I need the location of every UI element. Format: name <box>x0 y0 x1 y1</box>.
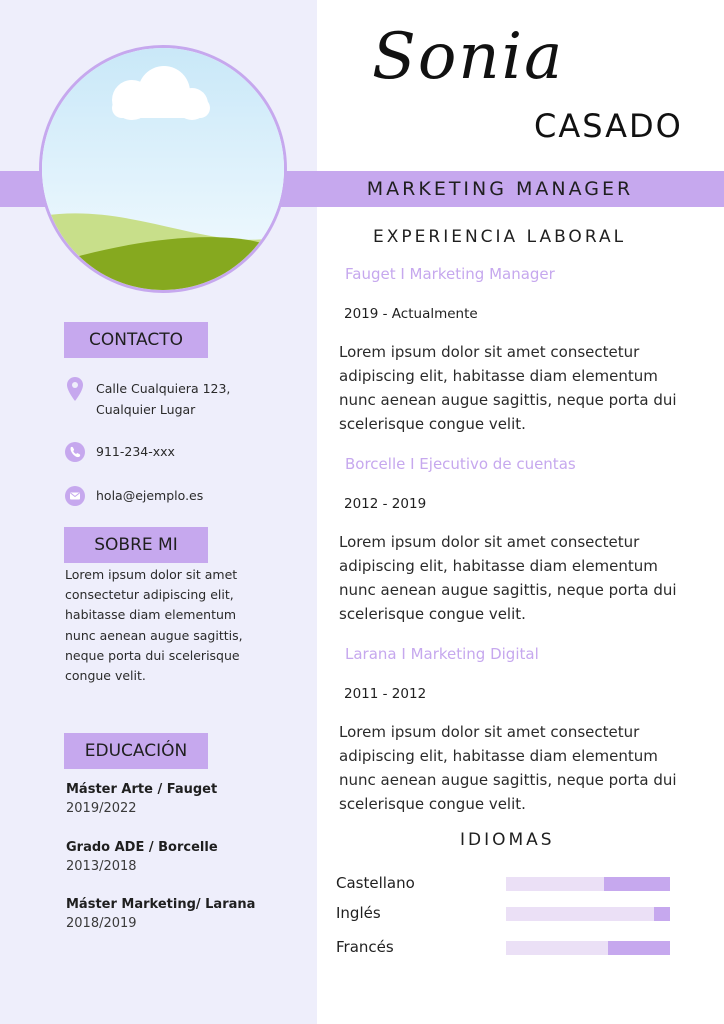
education-years: 2019/2022 <box>66 801 137 816</box>
language-level-bar <box>506 877 670 891</box>
job-description: Lorem ipsum dolor sit amet consectetur adipiscing elit, habitasse diam elementum nunc aenean augue sagittis, neque porta dui scelerisque congue velit. <box>339 723 677 813</box>
experience-heading: EXPERIENCIA LABORAL <box>373 227 627 247</box>
map-pin-icon <box>64 378 86 400</box>
language-name: Inglés <box>336 904 381 922</box>
education-degree: Máster Arte / Fauget <box>66 782 218 797</box>
profile-photo <box>39 45 287 293</box>
language-level-fill <box>654 907 670 921</box>
language-name: Castellano <box>336 874 415 892</box>
contact-heading: CONTACTO <box>64 322 208 358</box>
education-degree: Grado ADE / Borcelle <box>66 840 218 855</box>
contact-address <box>64 378 230 420</box>
language-level-fill <box>608 941 670 955</box>
education-item <box>66 780 217 818</box>
last-name: CASADO <box>534 107 683 145</box>
address-line-2: Cualquier Lugar <box>96 402 196 417</box>
education-heading: EDUCACIÓN <box>64 733 208 769</box>
first-name: Sonia <box>372 20 565 94</box>
phone-number: 911-234-xxx <box>96 444 175 459</box>
job-description: Lorem ipsum dolor sit amet consectetur adipiscing elit, habitasse diam elementum nunc aenean augue sagittis, neque porta dui scelerisque congue velit. <box>339 533 677 623</box>
language-level-bar <box>506 907 670 921</box>
education-item <box>66 838 218 876</box>
education-years: 2013/2018 <box>66 859 137 874</box>
job-heading: Fauget I Marketing Manager <box>345 265 555 283</box>
language-name: Francés <box>336 938 394 956</box>
email-address: hola@ejemplo.es <box>96 488 204 503</box>
languages-heading: IDIOMAS <box>460 830 555 850</box>
job-title: MARKETING MANAGER <box>366 178 634 200</box>
education-years: 2018/2019 <box>66 916 137 931</box>
address-line-1: Calle Cualquiera 123, <box>96 381 231 396</box>
about-heading: SOBRE MI <box>64 527 208 563</box>
contact-phone <box>64 441 175 463</box>
job-dates: 2019 - Actualmente <box>344 306 478 322</box>
envelope-icon <box>64 485 86 507</box>
education-degree: Máster Marketing/ Larana <box>66 897 256 912</box>
language-level-fill <box>604 877 670 891</box>
job-heading: Borcelle I Ejecutivo de cuentas <box>345 455 576 473</box>
about-text: Lorem ipsum dolor sit amet consectetur adipiscing elit, habitasse diam elementum nunc aenean augue sagittis, neque porta dui scelerisque congue velit. <box>65 567 243 684</box>
contact-email <box>64 485 203 507</box>
job-description: Lorem ipsum dolor sit amet consectetur adipiscing elit, habitasse diam elementum nunc aenean augue sagittis, neque porta dui scelerisque congue velit. <box>339 343 677 433</box>
job-dates: 2011 - 2012 <box>344 686 427 702</box>
landscape-illustration <box>42 48 284 290</box>
job-dates: 2012 - 2019 <box>344 496 427 512</box>
education-item <box>66 895 255 933</box>
phone-icon <box>64 441 86 463</box>
job-heading: Larana I Marketing Digital <box>345 645 539 663</box>
language-level-bar <box>506 941 670 955</box>
